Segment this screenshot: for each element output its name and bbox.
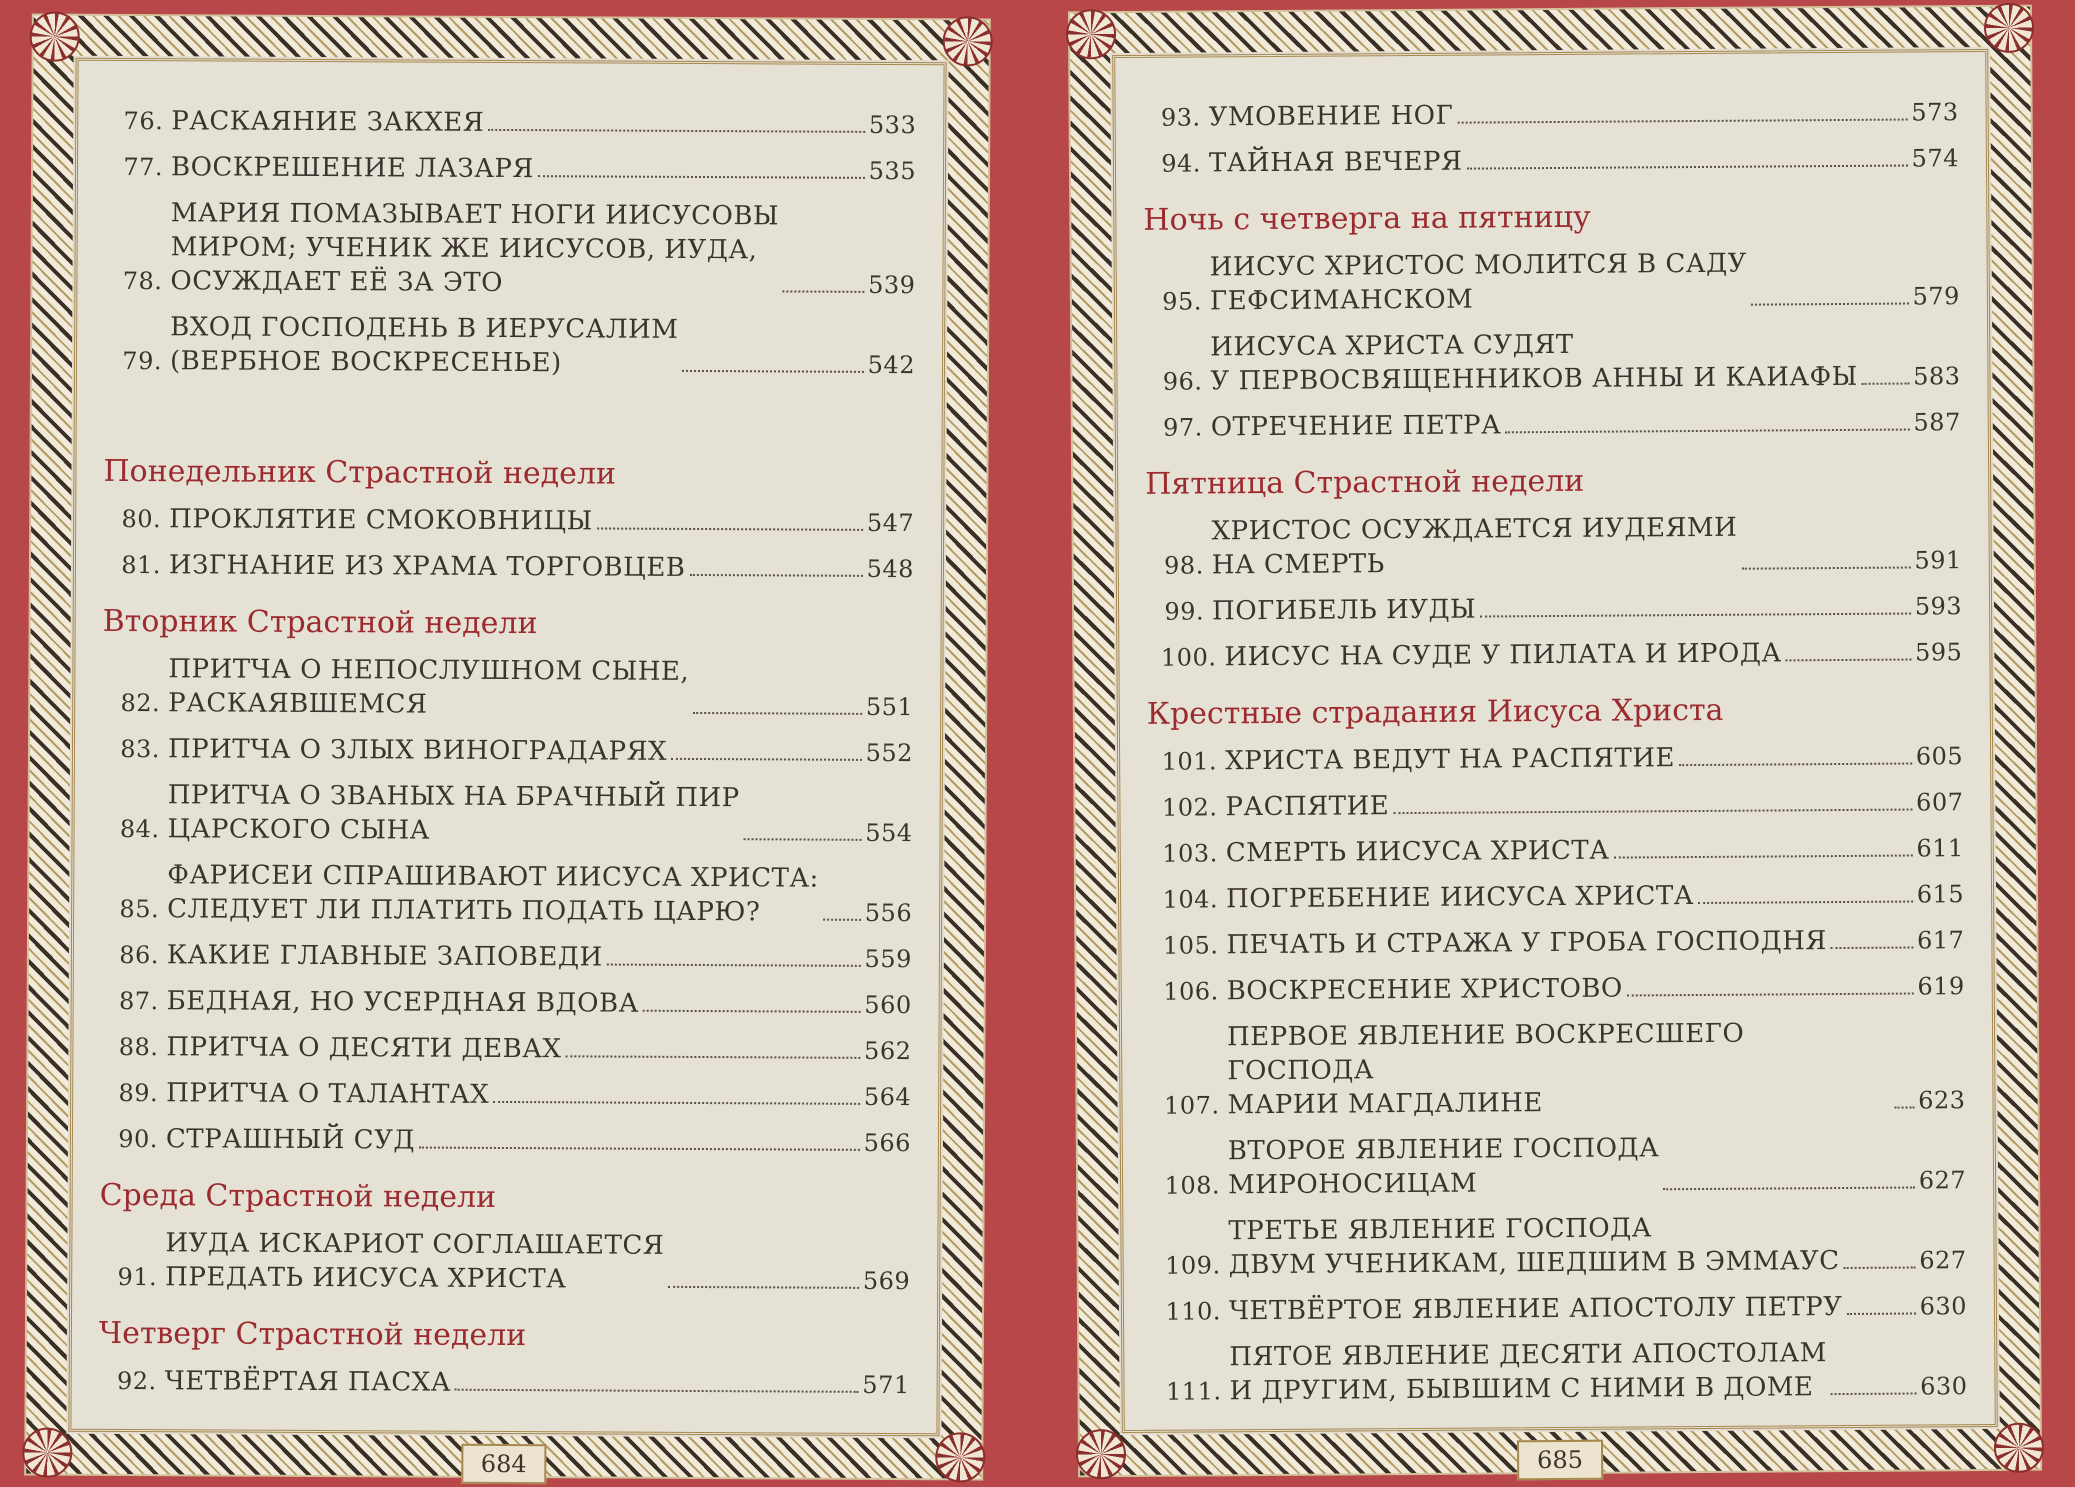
entry-title: ИИСУС НА СУДЕ У ПИЛАТА И ИРОДА: [1224, 638, 1782, 673]
entry-number: 91.: [117, 1262, 158, 1292]
toc-entry[interactable]: [100, 1076, 911, 1114]
toc-entry[interactable]: [1149, 1015, 1966, 1123]
dot-leader: [682, 370, 863, 373]
dot-leader: [643, 1010, 861, 1013]
entry-body: [167, 778, 912, 850]
toc-entry[interactable]: [1146, 635, 1962, 675]
entry-title: ПЕЧАТЬ И СТРАЖА У ГРОБА ГОСПОДНЯ: [1226, 926, 1827, 961]
dot-leader: [1457, 119, 1907, 124]
dot-leader: [419, 1147, 860, 1151]
page-number: 685: [1517, 1440, 1603, 1481]
toc-entry[interactable]: [1150, 1209, 1966, 1283]
entry-number: 94.: [1161, 149, 1202, 178]
entry-page-number: 605: [1915, 742, 1964, 771]
entry-page-number: 574: [1911, 144, 1960, 173]
toc-entry[interactable]: [101, 984, 912, 1022]
dot-leader: [1831, 947, 1913, 950]
entry-page-number: 611: [1916, 834, 1964, 863]
entry-title: ПЕРВОЕ ЯВЛЕНИЕ ВОСКРЕСШЕГО ГОСПОДА МАРИИ МАГДАЛИНЕ: [1226, 1018, 1745, 1121]
entry-title: ПЯТОЕ ЯВЛЕНИЕ ДЕСЯТИ АПОСТОЛАМ И ДРУГИМ, БЫВШИМ С НИМИ В ДОМЕ: [1229, 1338, 1827, 1407]
entry-page-number: 573: [1911, 98, 1959, 127]
entry-page-number: 535: [868, 156, 917, 186]
entry-number: 101.: [1161, 747, 1218, 776]
entry-body: [1210, 325, 1960, 398]
dot-leader: [1862, 383, 1909, 385]
entry-title: УМОВЕНИЕ НОГ: [1208, 100, 1454, 133]
entry-page-number: 595: [1914, 638, 1963, 667]
entry-page-number: 539: [868, 270, 916, 300]
toc-entry[interactable]: [102, 732, 913, 770]
entry-page-number: 542: [867, 350, 916, 380]
entry-title: КАКИЕ ГЛАВНЫЕ ЗАПОВЕДИ: [166, 940, 603, 973]
page-number: 684: [461, 1444, 547, 1484]
dot-leader: [1847, 1312, 1916, 1314]
entry-page-number: 556: [864, 898, 913, 928]
entry-number: 90.: [118, 1124, 159, 1154]
toc-entry[interactable]: [100, 1122, 911, 1160]
toc-entry[interactable]: [1148, 877, 1964, 917]
entry-body: [1227, 969, 1965, 1008]
spacer: [104, 390, 915, 436]
toc-entry[interactable]: [1148, 923, 1964, 963]
entry-number: 98.: [1163, 551, 1204, 580]
entry-number: 87.: [118, 986, 159, 1016]
entry-page-number: 627: [1919, 1246, 1967, 1275]
entry-page-number: 607: [1916, 788, 1964, 817]
toc-entry[interactable]: [102, 652, 913, 724]
entry-number: 86.: [119, 940, 159, 970]
entry-page-number: 569: [862, 1266, 911, 1296]
toc-entry[interactable]: [1144, 325, 1960, 399]
dot-leader: [607, 964, 861, 967]
entry-page-number: 564: [863, 1082, 912, 1112]
entry-title: ПРИТЧА О ЗВАНЫХ НА БРАЧНЫЙ ПИР ЦАРСКОГО СЫНА: [167, 780, 740, 846]
entry-body: [1226, 831, 1964, 870]
section-heading: Пятница Страстной недели: [1145, 463, 1585, 502]
entry-page-number: 579: [1912, 282, 1961, 311]
dot-leader: [1613, 855, 1912, 859]
entry-number: 110.: [1165, 1297, 1222, 1326]
dot-leader: [1393, 809, 1912, 815]
entry-title: ПРИТЧА О ТАЛАНТАХ: [166, 1078, 490, 1110]
entry-title: ВТОРОЕ ЯВЛЕНИЕ ГОСПОДА МИРОНОСИЦАМ: [1227, 1133, 1660, 1201]
entry-body: [171, 150, 916, 188]
toc-entry[interactable]: [1150, 1129, 1966, 1203]
entry-title: ФАРИСЕИ СПРАШИВАЮТ ИИСУСА ХРИСТА: СЛЕДУЕТ ЛИ ПЛАТИТЬ ПОДАТЬ ЦАРЮ?: [167, 860, 819, 928]
entry-number: 81.: [121, 550, 162, 580]
dot-leader: [1505, 429, 1909, 434]
entry-title: ИУДА ИСКАРИОТ СОГЛАШАЕТСЯ ПРЕДАТЬ ИИСУСА ХРИСТА: [165, 1228, 665, 1295]
entry-body: [166, 1030, 911, 1068]
entry-page-number: 562: [864, 1036, 912, 1066]
entry-body: [1226, 877, 1964, 916]
dot-leader: [1679, 763, 1912, 767]
entry-title: РАСПЯТИЕ: [1225, 791, 1390, 823]
dot-leader: [783, 290, 864, 292]
entry-title: ПОГИБЕЛЬ ИУДЫ: [1211, 594, 1477, 627]
entry-title: ПРИТЧА О ЗЛЫХ ВИНОГРАДАРЯХ: [167, 734, 668, 767]
entry-title: СТРАШНЫЙ СУД: [165, 1124, 416, 1156]
dot-leader: [1480, 613, 1911, 618]
entry-body: [1211, 509, 1961, 582]
toc-entry[interactable]: [1147, 739, 1963, 779]
toc-entry[interactable]: [1147, 785, 1963, 825]
dot-leader: [538, 175, 865, 179]
entry-title: ИЗГНАНИЕ ИЗ ХРАМА ТОРГОВЦЕВ: [168, 550, 686, 583]
entry-title: ИИСУСА ХРИСТА СУДЯТ У ПЕРВОСВЯЩЕННИКОВ АННЫ И КАИАФЫ: [1210, 329, 1858, 397]
right-page: [1070, 7, 2040, 1476]
entry-page-number: 630: [1920, 1372, 1968, 1401]
dot-leader: [823, 919, 861, 921]
toc-entry[interactable]: [1145, 509, 1961, 583]
dot-leader: [1894, 1107, 1914, 1109]
toc-entry[interactable]: [1146, 589, 1962, 629]
entry-page-number: 551: [865, 692, 914, 722]
entry-number: 109.: [1165, 1251, 1221, 1280]
entry-number: 82.: [120, 688, 161, 718]
entry-body: [169, 502, 914, 540]
toc-entry[interactable]: [99, 1364, 910, 1402]
toc-entry[interactable]: [1143, 141, 1959, 181]
entry-body: [1224, 635, 1962, 674]
entry-page-number: 559: [864, 944, 912, 974]
table-of-contents: [99, 104, 917, 1414]
rosette-ornament-icon: [943, 16, 993, 66]
entry-body: [166, 1122, 911, 1160]
entry-body: [1225, 785, 1963, 824]
toc-entry[interactable]: [101, 938, 912, 976]
entry-number: 97.: [1163, 413, 1203, 442]
toc-entry[interactable]: [104, 310, 915, 382]
toc-entry[interactable]: [1145, 405, 1961, 445]
toc-entry[interactable]: [1148, 831, 1964, 871]
dot-leader: [1627, 993, 1914, 997]
entry-title: ХРИСТА ВЕДУТ НА РАСПЯТИЕ: [1225, 743, 1676, 777]
rosette-ornament-icon: [1984, 3, 2034, 53]
entry-title: ОТРЕЧЕНИЕ ПЕТРА: [1210, 410, 1502, 443]
section-heading: Понедельник Страстной недели: [103, 453, 617, 492]
section-heading: Вторник Страстной недели: [102, 603, 538, 642]
entry-title: ПОГРЕБЕНИЕ ИИСУСА ХРИСТА: [1225, 881, 1695, 915]
entry-number: 111.: [1165, 1377, 1222, 1406]
entry-body: [169, 548, 914, 586]
entry-number: 85.: [119, 894, 160, 924]
entry-body: [170, 196, 916, 302]
section-heading: Среда Страстной недели: [99, 1177, 497, 1215]
entry-number: 95.: [1162, 287, 1203, 316]
entry-page-number: 533: [868, 110, 917, 140]
rosette-ornament-icon: [935, 1432, 985, 1482]
entry-page-number: 617: [1916, 926, 1965, 955]
entry-number: 107.: [1164, 1091, 1220, 1120]
entry-number: 105.: [1162, 931, 1219, 960]
rosette-ornament-icon: [22, 1427, 72, 1477]
entry-number: 89.: [118, 1078, 159, 1108]
entry-page-number: 548: [866, 554, 915, 584]
entry-body: [1210, 245, 1960, 318]
entry-number: 106.: [1163, 977, 1219, 1006]
toc-entry[interactable]: [101, 858, 912, 930]
entry-body: [1226, 923, 1964, 962]
dot-leader: [743, 838, 861, 841]
entry-body: [1229, 1289, 1967, 1328]
table-of-contents: [1143, 95, 1968, 1421]
toc-entry[interactable]: [1151, 1335, 1967, 1409]
entry-page-number: 623: [1918, 1086, 1966, 1115]
entry-number: 83.: [120, 734, 161, 764]
entry-body: [167, 938, 912, 976]
entry-body: [1212, 589, 1962, 628]
toc-entry[interactable]: [101, 778, 912, 850]
entry-body: [1227, 1015, 1966, 1122]
entry-body: [168, 732, 913, 770]
entry-body: [167, 984, 912, 1022]
entry-title: РАСКАЯНИЕ ЗАКХЕЯ: [171, 106, 485, 138]
entry-page-number: 619: [1917, 972, 1965, 1001]
rosette-ornament-icon: [1076, 1429, 1126, 1479]
entry-number: 92.: [116, 1366, 157, 1396]
entry-body: [170, 310, 915, 382]
entry-title: ВОСКРЕШЕНИЕ ЛАЗАРЯ: [170, 152, 535, 185]
toc-entry[interactable]: [103, 502, 914, 540]
dot-leader: [1698, 901, 1913, 904]
entry-number: 79.: [122, 346, 163, 376]
entry-number: 93.: [1160, 103, 1201, 132]
entry-body: [165, 1364, 910, 1402]
entry-number: 76.: [123, 106, 164, 136]
entry-body: [1228, 1209, 1966, 1282]
entry-title: ЧЕТВЁРТОЕ ЯВЛЕНИЕ АПОСТОЛУ ПЕТРУ: [1228, 1292, 1843, 1327]
entry-page-number: 615: [1916, 880, 1965, 909]
rosette-ornament-icon: [1994, 1423, 2044, 1473]
entry-number: 77.: [123, 152, 164, 182]
dot-leader: [668, 1286, 859, 1289]
entry-page-number: 547: [866, 508, 915, 538]
entry-number: 103.: [1162, 839, 1218, 868]
entry-body: [1225, 739, 1963, 778]
dot-leader: [693, 712, 862, 715]
toc-entry[interactable]: [1144, 245, 1960, 319]
dot-leader: [455, 1389, 858, 1393]
entry-title: ПРОКЛЯТИЕ СМОКОВНИЦЫ: [169, 504, 593, 537]
dot-leader: [597, 527, 863, 530]
entry-page-number: 571: [862, 1370, 910, 1400]
entry-page-number: 630: [1919, 1292, 1968, 1321]
dot-leader: [1786, 659, 1911, 662]
entry-title: ПРИТЧА О ДЕСЯТИ ДЕВАХ: [166, 1032, 562, 1065]
rosette-ornament-icon: [30, 11, 80, 61]
entry-page-number: 627: [1918, 1166, 1967, 1195]
entry-number: 100.: [1160, 643, 1217, 672]
entry-number: 84.: [119, 814, 160, 844]
entry-body: [166, 1076, 911, 1114]
entry-page-number: 593: [1914, 592, 1963, 621]
rosette-ornament-icon: [1066, 9, 1116, 59]
entry-title: ЧЕТВЁРТАЯ ПАСХА: [164, 1366, 452, 1398]
entry-title: ТАЙНАЯ ВЕЧЕРЯ: [1208, 146, 1463, 179]
entry-title: ВОСКРЕСЕНИЕ ХРИСТОВО: [1226, 973, 1623, 1007]
entry-body: [168, 652, 913, 724]
entry-body: [1228, 1129, 1966, 1202]
entry-page-number: 554: [865, 818, 913, 848]
entry-number: 96.: [1162, 367, 1203, 396]
entry-body: [1209, 141, 1959, 180]
entry-title: МАРИЯ ПОМАЗЫВАЕТ НОГИ ИИСУСОВЫ МИРОМ; УЧЕНИК ЖЕ ИИСУСОВ, ИУДА, ОСУЖДАЕТ ЕЁ ЗА ЭТО: [170, 198, 780, 298]
dot-leader: [488, 129, 865, 133]
entry-title: ПРИТЧА О НЕПОСЛУШНОМ СЫНЕ, РАСКАЯВШЕМСЯ: [168, 654, 690, 720]
entry-number: 88.: [118, 1032, 159, 1062]
toc-entry[interactable]: [100, 1030, 911, 1068]
entry-title: БЕДНАЯ, НО УСЕРДНАЯ ВДОВА: [166, 986, 639, 1019]
entry-page-number: 583: [1913, 362, 1961, 391]
dot-leader: [1466, 165, 1907, 170]
entry-page-number: 552: [865, 738, 914, 768]
entry-title: СМЕРТЬ ИИСУСА ХРИСТА: [1225, 835, 1610, 869]
entry-number: 78.: [122, 266, 163, 296]
entry-body: [171, 104, 916, 142]
entry-number: 108.: [1164, 1171, 1221, 1200]
entry-body: [165, 1226, 910, 1298]
dot-leader: [1742, 567, 1911, 570]
entry-body: [1209, 95, 1959, 134]
entry-number: 104.: [1162, 885, 1219, 914]
dot-leader: [1844, 1266, 1916, 1269]
toc-entry[interactable]: [1149, 969, 1965, 1009]
toc-entry[interactable]: [1151, 1289, 1967, 1329]
entry-number: 99.: [1164, 597, 1205, 626]
entry-title: ИИСУС ХРИСТОС МОЛИТСЯ В САДУ ГЕФСИМАНСКОМ: [1209, 248, 1748, 317]
entry-page-number: 591: [1914, 546, 1962, 575]
section-heading: Ночь с четверга на пятницу: [1143, 199, 1591, 238]
entry-title: ХРИСТОС ОСУЖДАЕТСЯ ИУДЕЯМИ НА СМЕРТЬ: [1211, 512, 1738, 581]
dot-leader: [1751, 303, 1908, 306]
entry-number: 80.: [121, 504, 162, 534]
toc-entry[interactable]: [105, 150, 916, 188]
toc-entry[interactable]: [104, 196, 916, 302]
section-heading: Четверг Страстной недели: [98, 1315, 527, 1354]
dot-leader: [565, 1055, 860, 1059]
toc-entry[interactable]: [1143, 95, 1959, 135]
entry-body: [1229, 1335, 1967, 1408]
entry-page-number: 566: [863, 1128, 912, 1158]
toc-entry[interactable]: [99, 1226, 910, 1298]
toc-entry[interactable]: [105, 104, 916, 142]
entry-title: ТРЕТЬЕ ЯВЛЕНИЕ ГОСПОДА ДВУМ УЧЕНИКАМ, ШЕДШИМ В ЭММАУС: [1228, 1213, 1840, 1281]
dot-leader: [1831, 1392, 1916, 1395]
entry-number: 102.: [1161, 793, 1218, 822]
entry-page-number: 587: [1913, 408, 1961, 437]
entry-body: [167, 858, 912, 930]
entry-body: [1211, 405, 1961, 444]
dot-leader: [671, 758, 862, 761]
dot-leader: [689, 574, 862, 577]
entry-page-number: 560: [864, 990, 912, 1020]
dot-leader: [493, 1101, 860, 1105]
left-page: [26, 16, 989, 1479]
section-heading: Крестные страдания Иисуса Христа: [1146, 692, 1724, 732]
toc-entry[interactable]: [103, 548, 914, 586]
dot-leader: [1664, 1186, 1915, 1190]
entry-title: ВХОД ГОСПОДЕНЬ В ИЕРУСАЛИМ (ВЕРБНОЕ ВОСКРЕСЕНЬЕ): [169, 312, 679, 379]
